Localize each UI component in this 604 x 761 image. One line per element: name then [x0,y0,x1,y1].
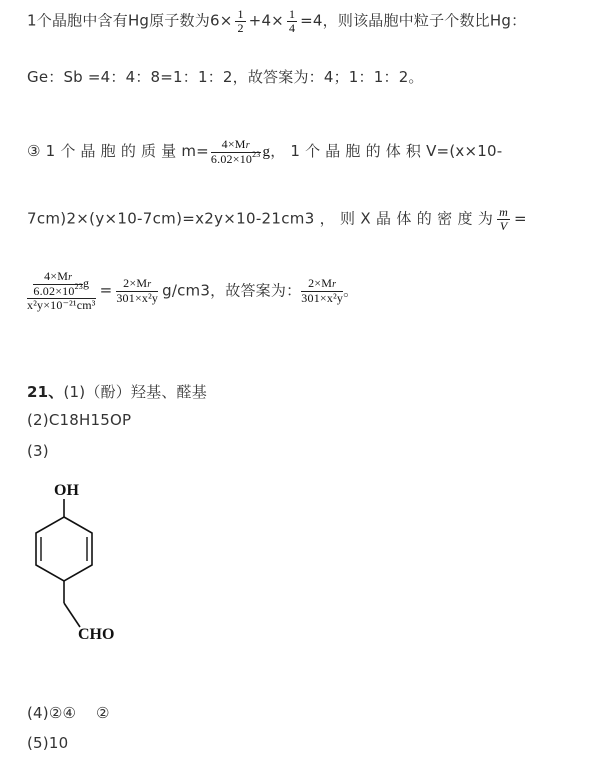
line5-mid: g/cm3，故答案为： [162,281,302,300]
density-fraction-m-over-v: $\frac{m}{V}$ [499,205,509,233]
line1-suffix: =4，则该晶胞中粒子个数比Hg： [300,11,527,30]
q21-answer-4: (4)②④ ② [27,704,110,722]
q21-answer-2: (2)C18H15OP [27,411,132,429]
mass-unit: g [262,144,271,161]
cell-mass-fraction: $\frac{4\times Mr}{6.02\times 10^{23}}$ [210,137,261,166]
line-1 [27,8,526,34]
line-5 [27,270,358,312]
density-result-fraction: $\frac{2\times Mr}{\text{301×x²y}}$ [116,276,159,305]
line1-prefix: 1个晶胞中含有Hg原子数为6× [27,11,233,30]
line4-text: 7cm)2×(y×10-7cm)=x2y×10-21cm3 ， 则 X 晶 体 的 密 度 为 [27,209,494,228]
fraction-one-quarter: $\frac{1}{4}$ [288,7,296,35]
q21-sep: 、 [48,383,64,401]
answer-fraction: $\frac{2\times Mr}{\text{301×x²y}}$ [301,276,344,305]
line-2: Ge：Sb =4：4：8=1：1：2，故答案为：4；1：1：2。 [27,68,424,86]
line5-eq: = [99,281,113,300]
fraction-one-half: $\frac{1}{2}$ [237,7,244,35]
line4-eq: = [514,209,527,228]
line5-end: 。 [343,281,359,300]
q21-answer-5: (5)10 [27,734,69,752]
line-3 [27,138,502,165]
q21-heading [27,381,207,402]
aldehyde-label: CHO [78,626,115,643]
line1-mid: +4× [248,11,284,30]
q21-answer-1: (1)（酚）羟基、醛基 [63,383,207,401]
line-4 [27,206,527,232]
benzene-ring [36,517,92,581]
density-compound-fraction: $\frac{4\times Mr}{6.02\times 10^{23}}$ g x²y×10⁻²¹cm³ [27,269,96,313]
structural-formula [20,475,170,645]
ch2-to-cho-bond [64,603,80,627]
line3-prefix: ③ 1 个 晶 胞 的 质 量 m= [27,142,209,161]
line3-suffix: ， 1 个 晶 胞 的 体 积 V=(x×10- [270,142,503,161]
q21-number: 21 [27,383,49,401]
hydroxyl-label: OH [54,482,79,499]
q21-answer-3: (3) [27,442,49,460]
